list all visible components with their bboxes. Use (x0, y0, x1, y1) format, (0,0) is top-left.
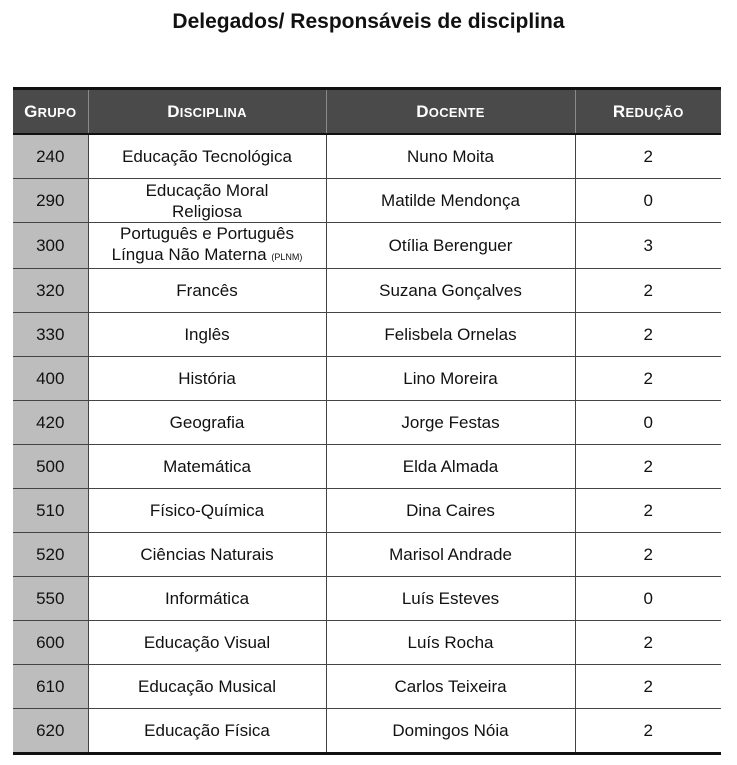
cell-disciplina: Educação Musical (88, 665, 326, 709)
table-row (13, 401, 721, 445)
cell-grupo: 240 (13, 134, 88, 179)
cell-docente: Lino Moreira (326, 357, 575, 401)
table-row (13, 533, 721, 577)
header-reducao (575, 89, 721, 135)
header-docente-initial: D (416, 101, 429, 121)
header-reducao-initial: R (612, 101, 626, 121)
cell-reducao: 0 (575, 179, 721, 223)
cell-docente: Elda Almada (326, 445, 575, 489)
cell-reducao: 2 (575, 134, 721, 179)
cell-grupo: 510 (13, 489, 88, 533)
cell-grupo: 620 (13, 709, 88, 754)
cell-reducao: 2 (575, 665, 721, 709)
table-header-row (13, 89, 721, 135)
cell-reducao: 0 (575, 401, 721, 445)
cell-disciplina: Educação Tecnológica (88, 134, 326, 179)
cell-reducao: 2 (575, 445, 721, 489)
table-row (13, 134, 721, 179)
table-row (13, 269, 721, 313)
header-grupo-rest: RUPO (37, 104, 77, 120)
header-disciplina-initial: D (167, 101, 180, 121)
cell-disciplina: Educação Visual (88, 621, 326, 665)
cell-docente: Marisol Andrade (326, 533, 575, 577)
header-docente-rest: OCENTE (428, 104, 485, 120)
table-body (13, 134, 721, 754)
header-grupo-initial: G (24, 101, 38, 121)
cell-reducao: 2 (575, 709, 721, 754)
cell-grupo: 610 (13, 665, 88, 709)
cell-disciplina-text: Língua Não Materna (111, 245, 267, 264)
table-row (13, 313, 721, 357)
cell-disciplina: Educação Física (88, 709, 326, 754)
header-disciplina-rest: ISCIPLINA (179, 104, 247, 120)
cell-reducao: 3 (575, 223, 721, 269)
cell-grupo: 290 (13, 179, 88, 223)
cell-reducao: 2 (575, 357, 721, 401)
cell-disciplina: Informática (88, 577, 326, 621)
cell-disciplina: Matemática (88, 445, 326, 489)
cell-reducao: 2 (575, 313, 721, 357)
cell-grupo: 500 (13, 445, 88, 489)
cell-grupo: 520 (13, 533, 88, 577)
cell-docente: Luís Esteves (326, 577, 575, 621)
cell-grupo: 400 (13, 357, 88, 401)
cell-disciplina: Físico-Química (88, 489, 326, 533)
table-row (13, 357, 721, 401)
document-title: Delegados/ Responsáveis de disciplina (172, 10, 565, 33)
cell-disciplina: História (88, 357, 326, 401)
header-grupo (13, 89, 88, 135)
cell-grupo: 330 (13, 313, 88, 357)
cell-docente: Domingos Nóia (326, 709, 575, 754)
table-row (13, 665, 721, 709)
cell-disciplina-text: Religiosa (172, 201, 242, 221)
cell-docente: Suzana Gonçalves (326, 269, 575, 313)
cell-docente: Jorge Festas (326, 401, 575, 445)
table-row (13, 709, 721, 754)
table-row (13, 445, 721, 489)
cell-reducao: 2 (575, 489, 721, 533)
header-reducao-rest: EDUÇÃO (625, 104, 684, 120)
cell-disciplina-line (93, 244, 322, 268)
cell-disciplina-line: Português e Português (120, 224, 294, 243)
cell-reducao: 2 (575, 533, 721, 577)
cell-grupo: 420 (13, 401, 88, 445)
cell-disciplina (88, 179, 326, 223)
cell-docente: Luís Rocha (326, 621, 575, 665)
cell-grupo: 320 (13, 269, 88, 313)
cell-reducao: 0 (575, 577, 721, 621)
cell-disciplina: Ciências Naturais (88, 533, 326, 577)
delegates-table (13, 87, 721, 755)
table-row (13, 179, 721, 223)
cell-disciplina: Francês (88, 269, 326, 313)
cell-docente: Nuno Moita (326, 134, 575, 179)
cell-docente: Otília Berenguer (326, 223, 575, 269)
cell-disciplina (88, 223, 326, 269)
cell-disciplina-line (93, 201, 322, 222)
header-docente (326, 89, 575, 135)
cell-disciplina: Inglês (88, 313, 326, 357)
cell-docente: Felisbela Ornelas (326, 313, 575, 357)
table-row (13, 621, 721, 665)
cell-docente: Dina Caires (326, 489, 575, 533)
cell-grupo: 600 (13, 621, 88, 665)
table-row (13, 577, 721, 621)
cell-disciplina-line: Educação Moral (145, 180, 269, 200)
cell-disciplina-abbrev: (PLNM) (271, 252, 303, 262)
cell-reducao: 2 (575, 269, 721, 313)
cell-grupo: 550 (13, 577, 88, 621)
cell-reducao: 2 (575, 621, 721, 665)
table-row (13, 489, 721, 533)
cell-docente: Carlos Teixeira (326, 665, 575, 709)
cell-docente: Matilde Mendonça (326, 179, 575, 223)
cell-grupo: 300 (13, 223, 88, 269)
table-row (13, 223, 721, 269)
cell-disciplina: Geografia (88, 401, 326, 445)
header-disciplina (88, 89, 326, 135)
